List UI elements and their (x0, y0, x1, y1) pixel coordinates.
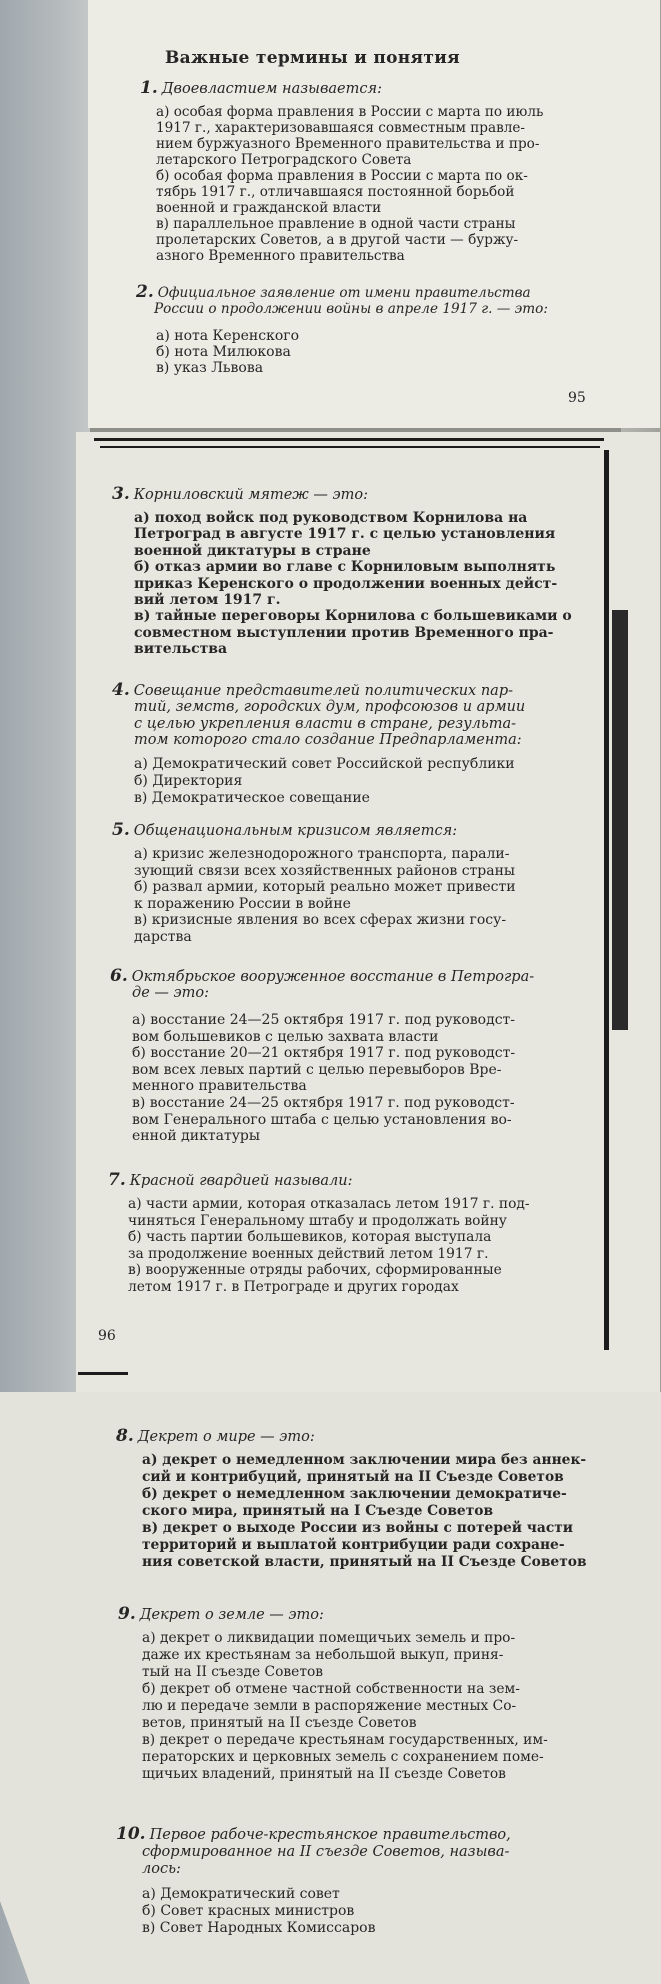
page-number-96: 96 (98, 1328, 116, 1344)
question-4: 4. Совещание представителей политических пар- тий, земств, городских дум, профсоюзов и армии с целью укрепления власти в стране, результа- том которого стало создание Предпарламента: (112, 680, 526, 749)
question-3: 3. Корниловский мятеж — это: (112, 484, 368, 504)
page-title: Важные термины и понятия (165, 48, 460, 68)
question-8: 8. Декрет о мире — это: (116, 1426, 315, 1446)
copy-edge-top (94, 438, 604, 441)
question-6-options: а) восстание 24—25 октября 1917 г. под руководст- вом большевиков с целью захвата власти б) восстание 20—21 октября 1917 г. под руководст- вом всех левых партий с целью перевыборов Вре- менного правительства в) восстание 24—25 октября 1917 г. под руководст- вом Генерального штаба с целью установления во- енной диктатуры (132, 1012, 516, 1145)
question-1: 1. Двоевластием называется: (140, 78, 382, 98)
question-7: 7. Красной гвардией называли: (108, 1170, 353, 1190)
copy-edge-bottom (78, 1372, 128, 1375)
copy-edge-right (604, 450, 609, 1350)
question-5: 5. Общенациональным кризисом является: (112, 820, 458, 840)
copy-edge-right-shadow (612, 610, 628, 1030)
copy-edge-top-inner (100, 446, 600, 448)
question-4-options: а) Демократический совет Российской республики б) Директория в) Демократическое совещание (134, 756, 515, 806)
question-3-options: а) поход войск под руководством Корнилова на Петроград в августе 1917 г. с целью установления военной диктатуры в стране б) отказ армии во главе с Корниловым выполнять приказ Керенского о продолжении военных дейст- вий летом 1917 г. в) тайные переговоры Корнилова с большевиками о совместном выступлении против Временного пра- вительства (134, 510, 572, 658)
question-5-options: а) кризис железнодорожного транспорта, парали- зующий связи всех хозяйственных районов страны б) развал армии, который реально может привести к поражению России в войне в) кризисные явления во всех сферах жизни госу- дарства (134, 846, 516, 945)
question-1-options: а) особая форма правления в России с марта по июль 1917 г., характеризовавшаяся совместным правле- нием буржуазного Временного правительства и про- летарского Петроградского Совета б) особая форма правления в России с марта по ок- тябрь 1917 г., отличавшаяся постоянной борьбой военной и гражданской власти в) параллельное правление в одной части страны пролетарских Советов, а в другой части — буржу- азного Временного правительства (156, 104, 544, 264)
question-7-options: а) части армии, которая отказалась летом 1917 г. под- чиняться Генеральному штабу и продолжать войну б) часть партии большевиков, которая выступала за продолжение военных действий летом 1917 г. в) вооруженные отряды рабочих, сформированные летом 1917 г. в Петрограде и других городах (128, 1196, 530, 1295)
page-number-95: 95 (568, 390, 586, 406)
question-10-options: а) Демократический совет б) Совет красных министров в) Совет Народных Комиссаров (142, 1886, 376, 1936)
question-8-options: а) декрет о немедленном заключении мира без аннек- сий и контрибуций, принятый на II Съезде Советов б) декрет о немедленном заключении демократиче- ского мира, принятый на I Съезде Советов в) декрет о выходе России из войны с потерей части территорий и выплатой контрибуции ради сохране- ния советской власти, принятый на II Съезде Советов (142, 1452, 587, 1570)
question-2-options: а) нота Керенского б) нота Милюкова в) указ Львова (156, 328, 300, 376)
question-2: 2. Официальное заявление от имени правительства России о продолжении войны в апреле 1917 г. — это: (136, 282, 548, 317)
question-6: 6. Октябрьское вооруженное восстание в Петрогра- де — это: (110, 966, 535, 1002)
question-10: 10. Первое рабоче-крестьянское правительство, сформированное на II съезде Советов, называ- лось: (116, 1824, 511, 1877)
question-9: 9. Декрет о земле — это: (118, 1604, 324, 1624)
question-9-options: а) декрет о ликвидации помещичьих земель и про- даже их крестьянам за небольшой выкуп, приня- тый на II съезде Советов б) декрет об отмене частной собственности на зем- лю и передаче земли в распоряжение местных Со- ветов, принятый на II съезде Советов в) декрет о передаче крестьянам государственных, им- ператорских и церковных земель с сохранением поме- щичьих владений, принятый на II съезде Советов (142, 1630, 548, 1782)
